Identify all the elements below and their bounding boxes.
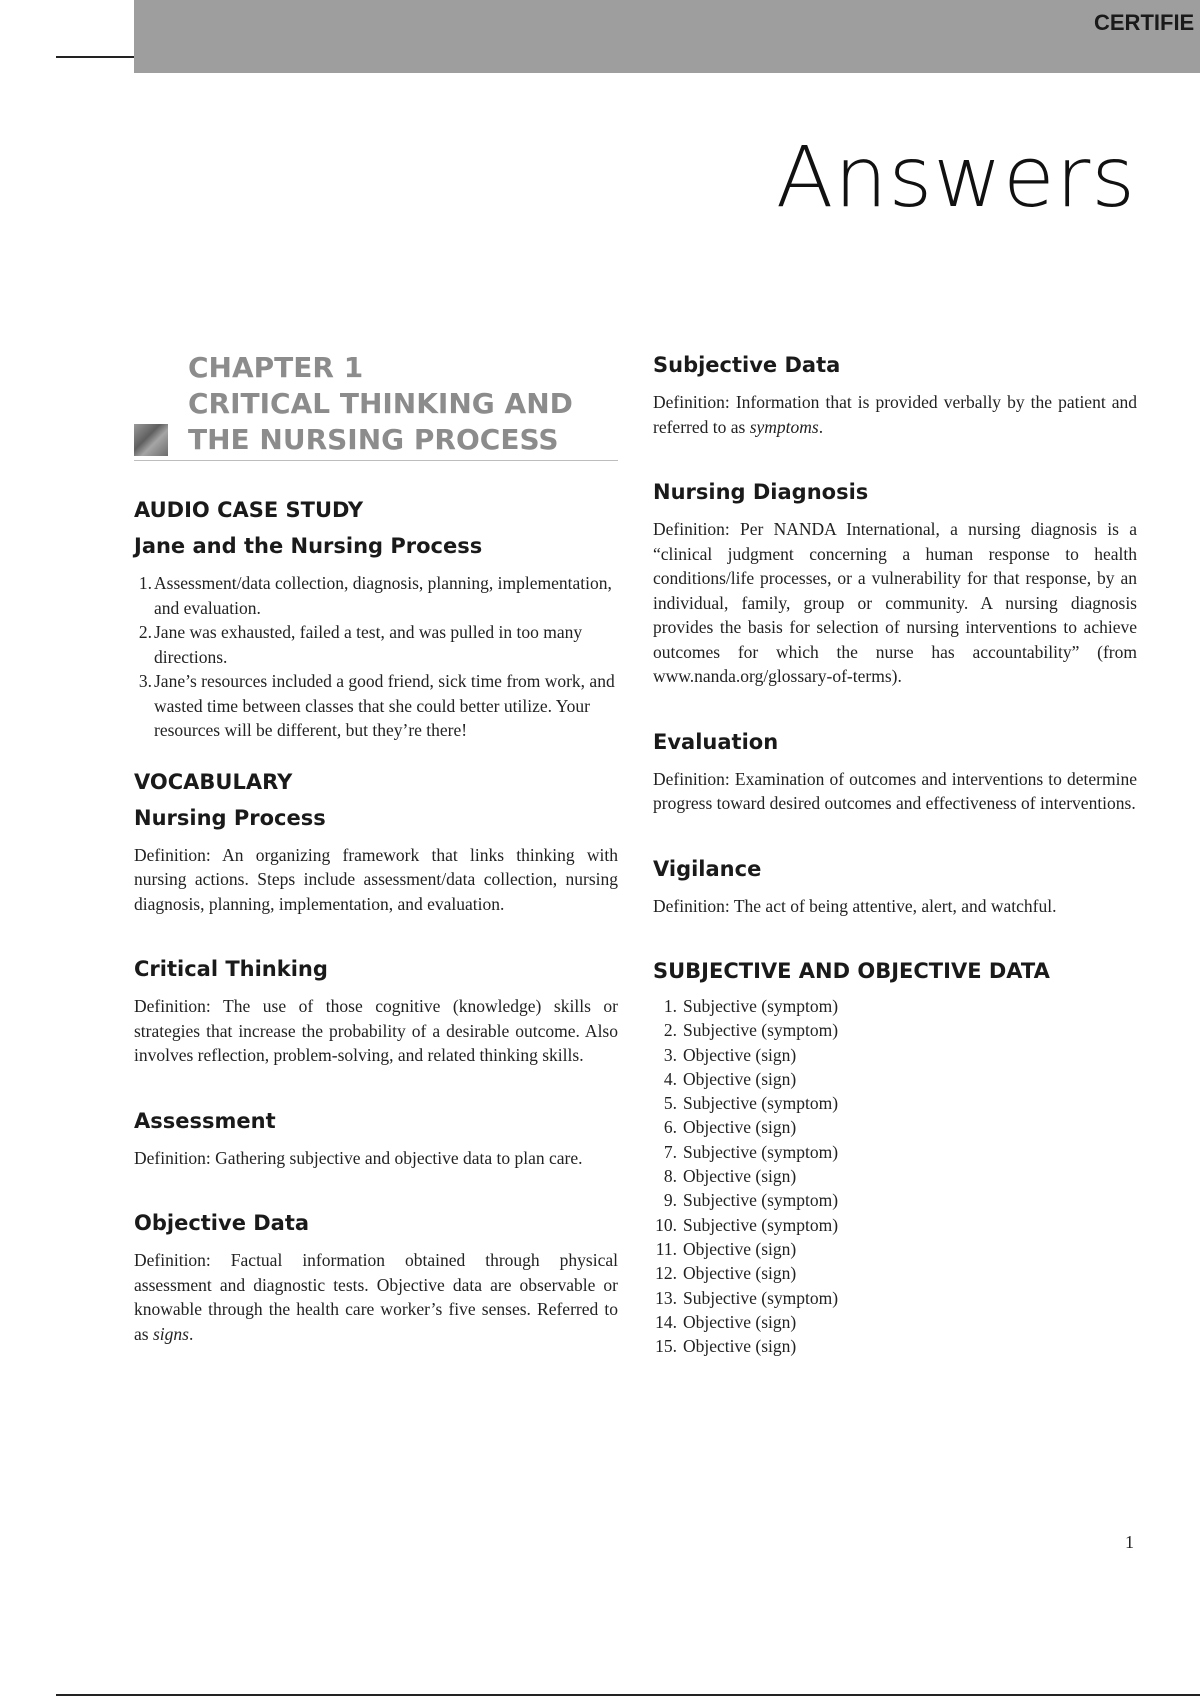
audio-case-study-heading: AUDIO CASE STUDY [134, 498, 364, 522]
subjective-objective-heading: SUBJECTIVE AND OBJECTIVE DATA [653, 959, 1050, 983]
chapter-title-line-1: CRITICAL THINKING AND [188, 387, 573, 420]
term-critical-thinking: Critical Thinking [134, 957, 328, 981]
top-rule [56, 56, 136, 58]
list-item: 8. Objective (sign) [663, 1166, 797, 1187]
list-item: 1. Assessment/data collection, diagnosis, planning, implementation, and evaluation. [138, 573, 612, 618]
term-nursing-diagnosis: Nursing Diagnosis [653, 480, 869, 504]
term-evaluation: Evaluation [653, 729, 779, 754]
list-item: 6. Objective (sign) [663, 1117, 797, 1138]
right-column [653, 352, 1137, 1358]
term-assessment: Assessment [134, 1108, 276, 1133]
chapter-title-line-2: THE NURSING PROCESS [188, 423, 559, 456]
left-column [134, 350, 618, 1346]
list-item: 9. Subjective (symptom) [663, 1190, 839, 1211]
definition-evaluation: Definition: Examination of outcomes and interventions to determine progress toward desired outcomes and effectiveness of interventions. [653, 768, 1137, 813]
chapter-heading [134, 350, 618, 461]
chapter-number: CHAPTER 1 [188, 351, 364, 384]
definition-vigilance: Definition: The act of being attentive, alert, and watchful. [653, 895, 1057, 916]
list-item: 2. Jane was exhausted, failed a test, and was pulled in too many directions. [138, 622, 583, 667]
subjective-objective-list [653, 994, 1137, 1358]
running-head: CERTIFIE [1094, 10, 1195, 35]
list-item: 15. Objective (sign) [655, 1336, 797, 1357]
running-header-bar [134, 0, 1200, 73]
list-item: 5. Subjective (symptom) [663, 1093, 839, 1114]
definition-subjective-data: Definition: Information that is provided verbally by the patient and referred to as symptoms. [653, 392, 1137, 437]
list-item: 3. Jane’s resources included a good friend, sick time from work, and wasted time between classes that she could better utilize. Your resources will be different, but they’re there! [138, 671, 615, 740]
definition-objective-data: Definition: Factual information obtained through physical assessment and diagnostic tests. Objective data are observable or knowable through the health care worker’s five senses. Referred to as signs. [134, 1250, 618, 1344]
list-item: 14. Objective (sign) [655, 1311, 797, 1332]
definition-nursing-diagnosis: Definition: Per NANDA International, a nursing diagnosis is a “clinical judgment concerning a human response to health conditions/life processes, or a vulnerability for that response, by an individual, family, group or community. A nursing diagnosis provides the basis for selection of nursing interventions to achieve outcomes for which the nurse has accountability” (from www.nanda.org/glossary-of-terms). [653, 519, 1137, 686]
list-item: 10. Subjective (symptom) [655, 1214, 839, 1235]
list-item: 12. Objective (sign) [655, 1263, 797, 1284]
term-vigilance: Vigilance [653, 856, 762, 881]
chapter-image-icon [134, 424, 168, 456]
case-study-answers [134, 571, 618, 743]
page-number: 1 [1125, 1532, 1134, 1552]
definition-critical-thinking: Definition: The use of those cognitive (knowledge) skills or strategies that increase the probability of a desirable outcome. Also involves reflection, problem-solving, and related thinking skills. [134, 996, 618, 1065]
bottom-rule [56, 1694, 1200, 1696]
term-nursing-process: Nursing Process [134, 805, 326, 830]
list-item: 3. Objective (sign) [663, 1044, 797, 1065]
definition-nursing-process: Definition: An organizing framework that links thinking with nursing actions. Steps include assessment/data collection, nursing diagnosis, planning, implementation, and evaluation. [134, 844, 618, 914]
list-item: 4. Objective (sign) [663, 1068, 797, 1089]
case-study-title: Jane and the Nursing Process [134, 534, 483, 558]
list-item: 7. Subjective (symptom) [663, 1141, 839, 1162]
vocabulary-heading: VOCABULARY [134, 769, 293, 794]
page-title: Answers [775, 128, 1136, 226]
list-item: 1. Subjective (symptom) [663, 996, 839, 1016]
list-item: 13. Subjective (symptom) [655, 1287, 839, 1308]
term-objective-data: Objective Data [134, 1211, 310, 1235]
term-subjective-data: Subjective Data [653, 353, 841, 377]
list-item: 11. Objective (sign) [655, 1238, 797, 1259]
list-item: 2. Subjective (symptom) [663, 1020, 839, 1041]
definition-assessment: Definition: Gathering subjective and objective data to plan care. [134, 1147, 583, 1168]
